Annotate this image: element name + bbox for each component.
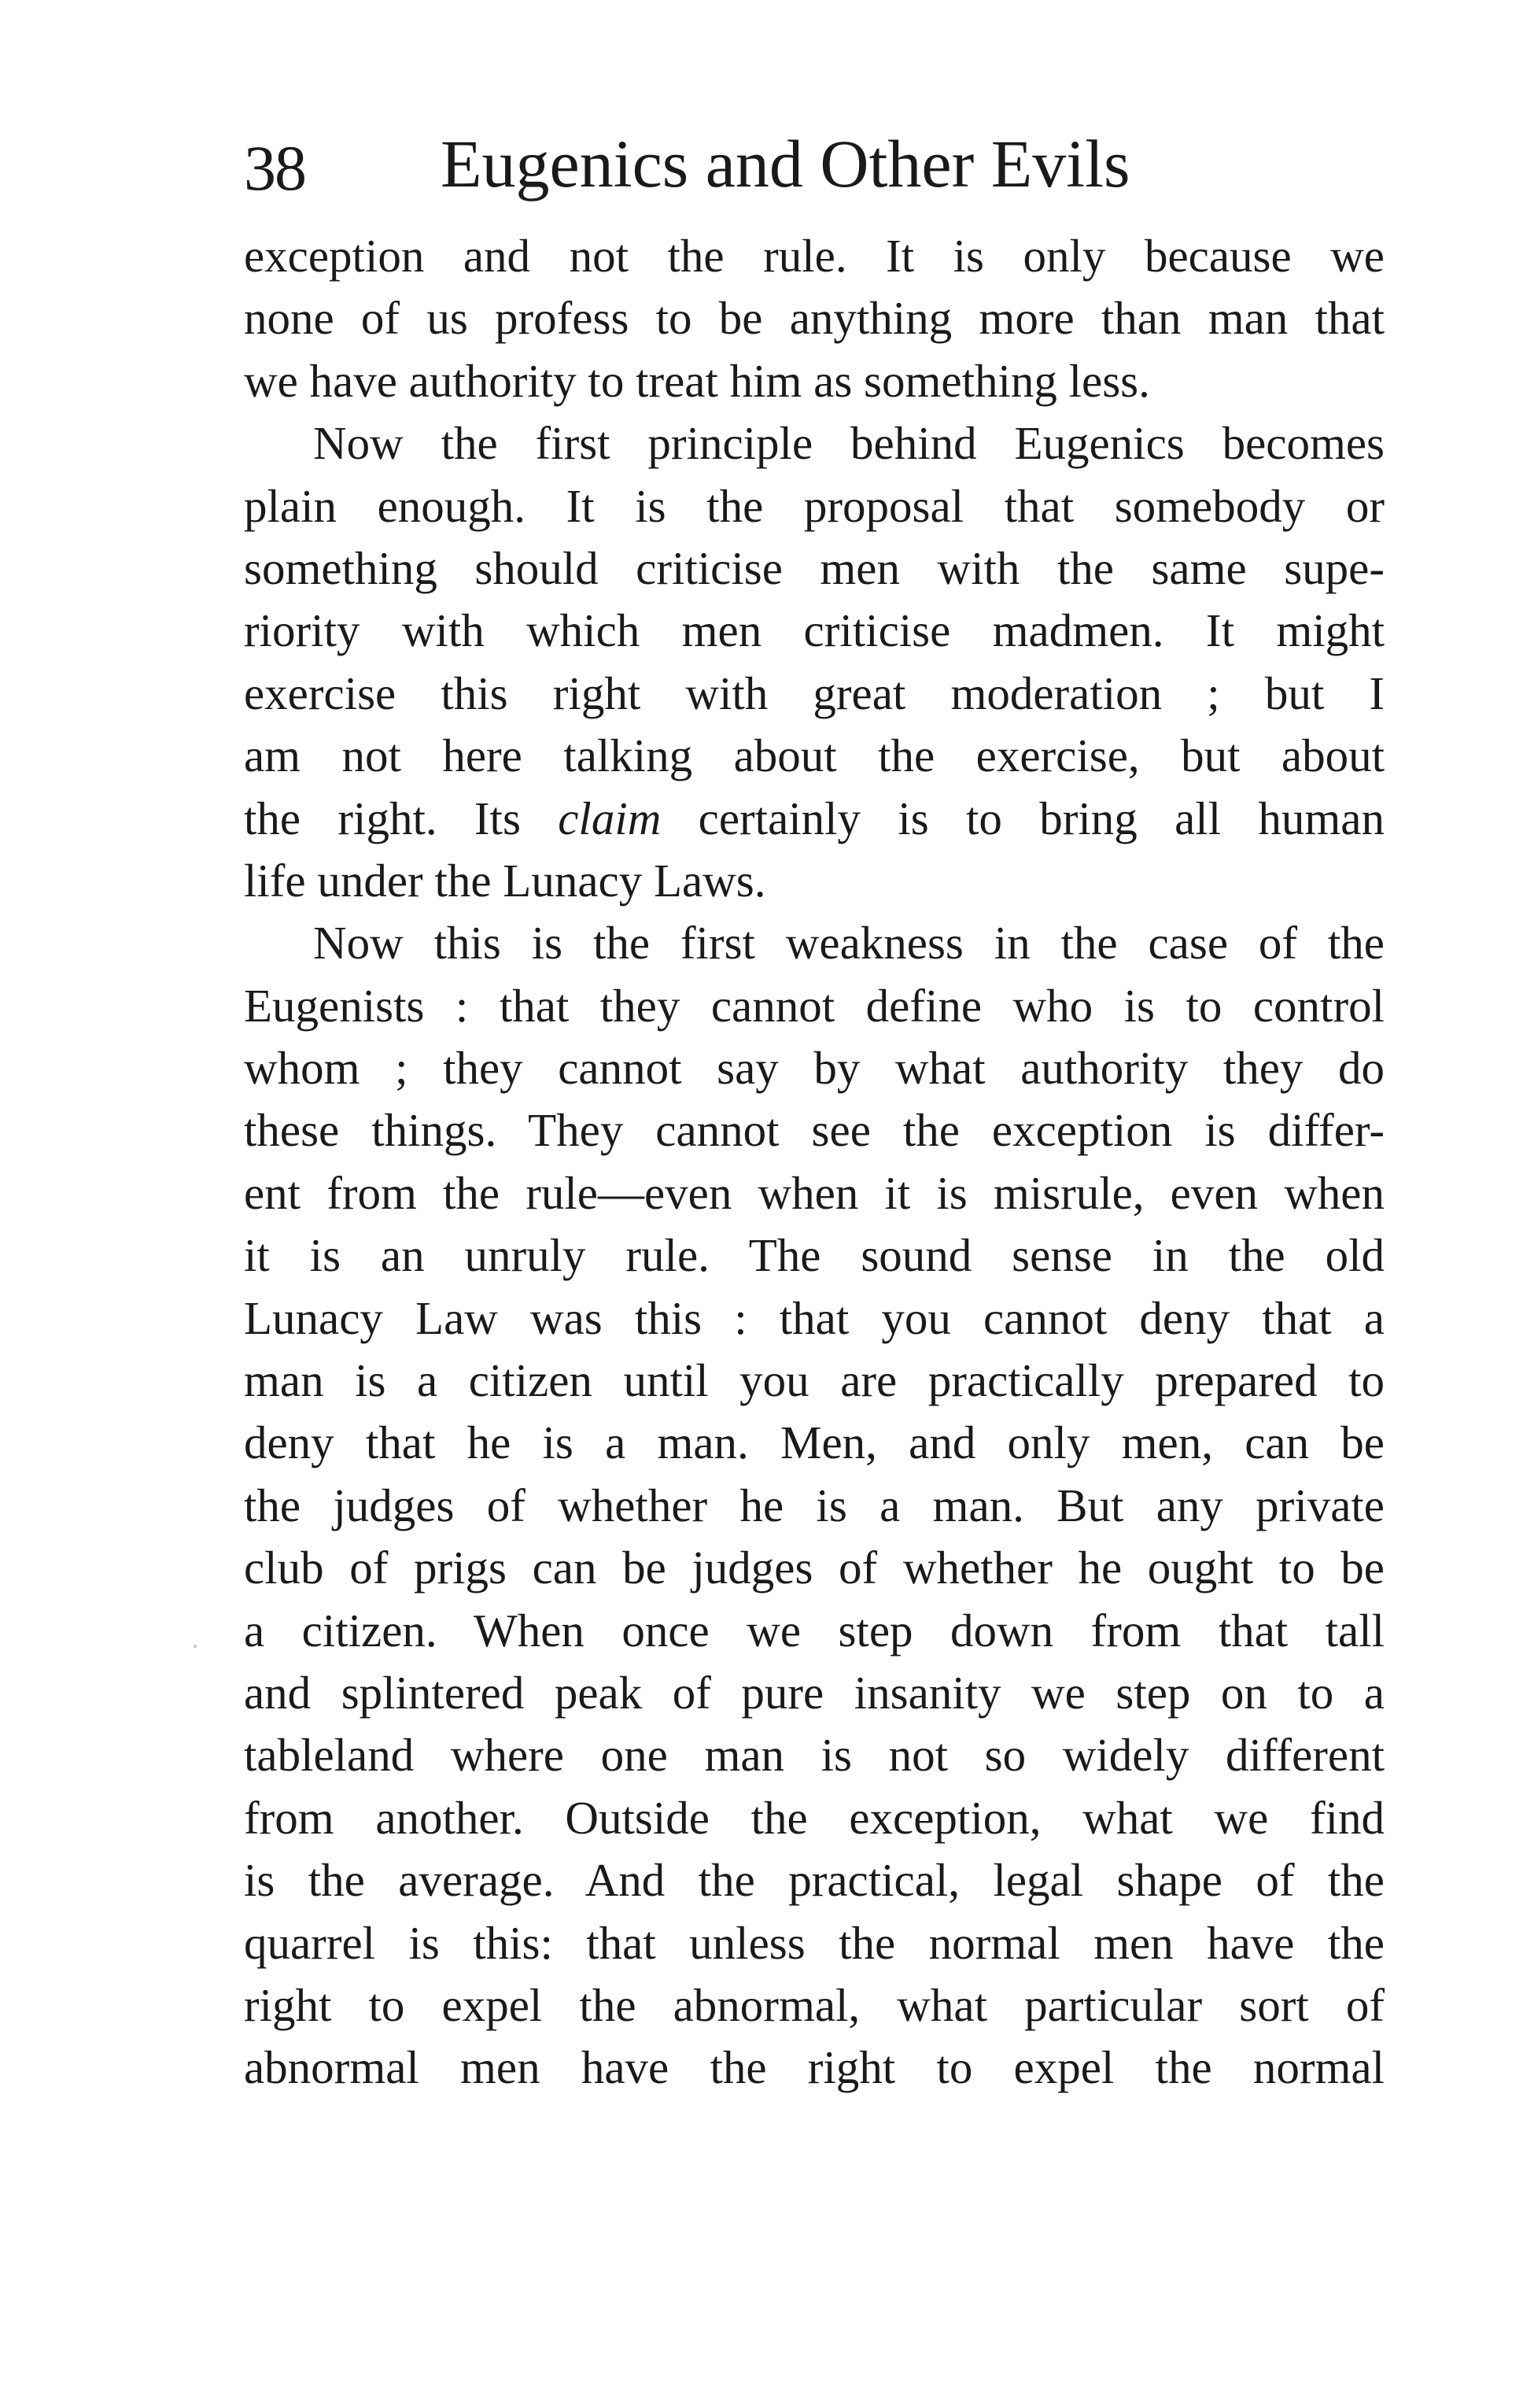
- text-line: riority with which men criticise madmen. It might: [244, 604, 1385, 657]
- page-header: [244, 124, 1385, 211]
- text-line: these things. They cannot see the exception is differ-: [244, 1104, 1385, 1157]
- text-line: the judges of whether he is a man. But any private: [244, 1479, 1385, 1531]
- text-line: man is a citizen until you are practically prepared to: [244, 1354, 1385, 1407]
- text-line: tableland where one man is not so widely different: [244, 1729, 1385, 1782]
- text-line: plain enough. It is the proposal that somebody or: [244, 479, 1385, 532]
- text-line: from another. Outside the exception, what we find: [244, 1791, 1385, 1844]
- text-line: club of prigs can be judges of whether he ought to be: [244, 1542, 1385, 1594]
- page-number: 38: [244, 132, 305, 204]
- scan-speck: [194, 1645, 197, 1648]
- text-line: exercise this right with great moderation ; but I: [244, 667, 1385, 719]
- text-line: Lunacy Law was this : that you cannot deny that a: [244, 1291, 1385, 1344]
- text-line: it is an unruly rule. The sound sense in the old: [244, 1229, 1385, 1282]
- text-line: deny that he is a man. Men, and only men, can be: [244, 1416, 1385, 1469]
- text-line: none of us profess to be anything more than man that: [244, 292, 1385, 345]
- text-line: Now the first principle behind Eugenics becomes: [313, 417, 1385, 470]
- text-line: the right. Its claim certainly is to bring all human: [244, 792, 1385, 844]
- text-line: ent from the rule—even when it is misrule, even when: [244, 1166, 1385, 1219]
- text-line: Eugenists : that they cannot define who is to control: [244, 979, 1385, 1032]
- body-text: [244, 225, 1385, 2100]
- text-line: right to expel the abnormal, what particular sort of: [244, 1978, 1385, 2031]
- text-line: and splintered peak of pure insanity we step on to a: [244, 1666, 1385, 1719]
- text-line: a citizen. When once we step down from that tall: [244, 1604, 1385, 1656]
- text-line: we have authority to treat him as something less.: [244, 354, 1150, 407]
- text-line: quarrel is this: that unless the normal men have the: [244, 1916, 1385, 1969]
- running-title: Eugenics and Other Evils: [441, 126, 1130, 201]
- text-line: am not here talking about the exercise, but about: [244, 729, 1385, 782]
- text-line: Now this is the first weakness in the case of the: [313, 917, 1385, 969]
- text-line: is the average. And the practical, legal shape of the: [244, 1854, 1385, 1907]
- text-line: life under the Lunacy Laws.: [244, 854, 766, 907]
- text-line: abnormal men have the right to expel the normal: [244, 2041, 1385, 2094]
- text-line: whom ; they cannot say by what authority they do: [244, 1042, 1385, 1095]
- text-line: exception and not the rule. It is only because we: [244, 230, 1385, 282]
- text-line: something should criticise men with the same supe-: [244, 541, 1385, 594]
